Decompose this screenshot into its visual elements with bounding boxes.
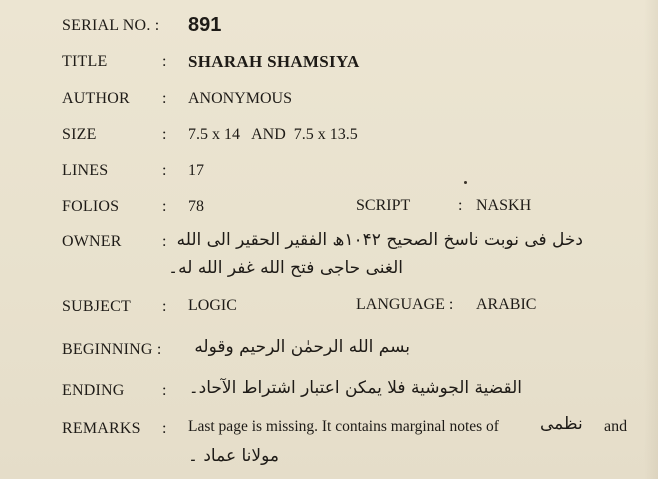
subject-label: SUBJECT xyxy=(62,298,131,315)
remarks-text: Last page is missing. It contains marginal notes of xyxy=(188,418,499,435)
serial-label: SERIAL NO. : xyxy=(62,17,160,34)
owner-arabic-line-1: دخل فی نوبت ناسخ الصحیح ۱۰۴۲ھ الفقیر الحقیر الی الله xyxy=(176,230,583,250)
author-colon: : xyxy=(162,90,167,107)
remarks-label: REMARKS xyxy=(62,420,141,437)
script-colon: : xyxy=(458,197,463,214)
paper-speck xyxy=(464,181,467,184)
ending-colon: : xyxy=(162,382,167,399)
folios-colon: : xyxy=(162,198,167,215)
subject-colon: : xyxy=(162,298,167,315)
ending-label: ENDING xyxy=(62,382,125,399)
remarks-colon: : xyxy=(162,420,167,437)
author-label: AUTHOR xyxy=(62,90,130,107)
title-value: SHARAH SHAMSIYA xyxy=(188,52,360,71)
folios-label: FOLIOS xyxy=(62,198,120,215)
author-value: ANONYMOUS xyxy=(188,90,293,107)
remarks-and: and xyxy=(604,418,628,435)
owner-arabic-line-2: الغنی حاجی فتح الله غفر الله له۔ xyxy=(168,258,403,278)
script-value: NASKH xyxy=(476,197,532,214)
beginning-label: BEGINNING : xyxy=(62,341,162,358)
ending-arabic: القضية الجوشية فلا يمكن اعتبار اشتراط الآحاد۔ xyxy=(188,378,522,398)
owner-colon: : xyxy=(162,233,167,250)
script-label: SCRIPT xyxy=(356,197,411,214)
lines-label: LINES xyxy=(62,162,109,179)
remarks-arabic-name: نظمی xyxy=(540,414,583,434)
lines-colon: : xyxy=(162,162,167,179)
page-edge-shadow xyxy=(644,0,658,479)
owner-label: OWNER xyxy=(62,233,122,250)
language-label: LANGUAGE : xyxy=(356,296,454,313)
lines-value: 17 xyxy=(188,162,204,179)
subject-value: LOGIC xyxy=(188,297,237,314)
size-label: SIZE xyxy=(62,126,97,143)
language-value: ARABIC xyxy=(476,296,537,313)
remarks-arabic-line-2: مولانا عماد ۔ xyxy=(188,446,279,466)
title-colon: : xyxy=(162,53,167,70)
folios-value: 78 xyxy=(188,198,204,215)
size-colon: : xyxy=(162,126,167,143)
size-value: 7.5 x 14 AND 7.5 x 13.5 xyxy=(188,126,358,143)
title-label: TITLE xyxy=(62,53,108,70)
serial-value: 891 xyxy=(188,14,222,36)
beginning-arabic: بسم الله الرحمٰن الرحیم وقوله xyxy=(194,337,410,357)
